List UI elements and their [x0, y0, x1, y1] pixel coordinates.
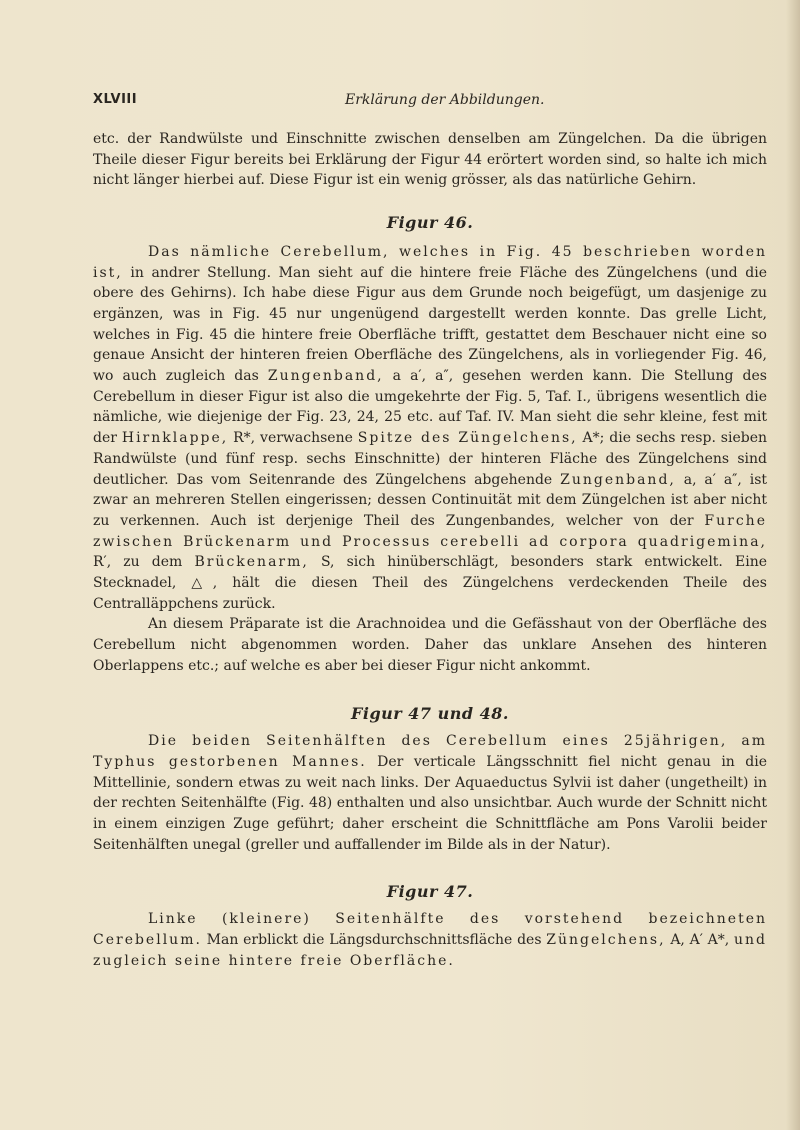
figure-47-48-heading: Figur 47 und 48. — [351, 703, 509, 723]
figure-47-paragraph — [93, 909, 767, 971]
figure-46-paragraph-1 — [93, 242, 767, 615]
text-run: A*; die sechs resp. sieben Randwülste (und fünf resp. sechs Einschnitte) der hinteren Fläche des Züngelchens sind deutlicher. Das vom Seitenrande des Züngelchens abgehende — [93, 430, 768, 488]
spaced-term-spitze: Spitze des Züngelchens, — [357, 430, 578, 447]
spaced-term-zungenband-2: Zungenband, — [560, 471, 676, 488]
spaced-phrase-end: und zugleich seine hintere freie Oberfläche. — [93, 931, 767, 969]
intro-paragraph: etc. der Randwülste und Einschnitte zwischen denselben am Züngelchen. Da die übrigen Theile dieser Figur bereits bei Erklärung der Figur 44 erörtert worden sind, so halte ich mich nicht länger hierbei auf. Diese Figur ist ein wenig grösser, als das natürliche Gehirn. — [93, 131, 767, 189]
spaced-term-furche: Furche zwischen Brückenarm und Processus cerebelli ad corpora quadrigemina, — [93, 512, 767, 550]
running-title: Erklärung der Abbildungen. — [345, 92, 545, 108]
text-run: a, a′ a″, ist zwar an mehreren Stellen eingerissen; dessen Continuität mit dem Züngelchen ist aber nicht zu verkennen. Auch ist derjenige Theil des Zungenbandes, welcher von der — [93, 471, 768, 529]
spaced-term-zungenband: Zungenband, — [267, 368, 384, 385]
page-header — [93, 92, 713, 112]
figure-47-48-paragraph — [93, 731, 767, 855]
figure-47-heading: Figur 47. — [386, 881, 474, 901]
spaced-term-hirnklappe: Hirnklappe, — [121, 430, 229, 447]
text-run: R*, verwachsene — [228, 430, 358, 447]
spaced-phrase: Die beiden Seitenhälften des Cerebellum eines 25jährigen, am Typhus gestorbenen Mannes. — [93, 733, 767, 770]
body-text — [93, 129, 767, 971]
spaced-term-brueckenarm: Brückenarm, — [194, 554, 309, 571]
spaced-term-zuengelchens: Züngelchens, — [546, 931, 666, 948]
text-run: Man erblickt die Längsdurchschnittsfläche des — [201, 931, 547, 948]
figure-46-heading: Figur 46. — [386, 213, 474, 233]
text-run: S, sich hinüberschlägt, besonders stark entwickelt. Eine Stecknadel, △, hält die diesen Theil des Züngelchens verdeckenden Theile des Centralläppchens zurück. — [93, 554, 768, 612]
text-run: A, A′ A*, — [665, 931, 734, 948]
spaced-phrase: Linke (kleinere) Seitenhälfte des vorstehend bezeichneten Cerebellum. — [93, 911, 767, 948]
spaced-phrase: Das nämliche Cerebellum, welches in Fig. 45 beschrieben worden ist, — [93, 243, 767, 281]
text-run: a a′, a″, gesehen werden kann. Die Stellung des Cerebellum in dieser Figur ist also die umgekehrte der Fig. 5, Taf. I., übrigens wesentlich die nämliche, wie diejenige der Fig. 23, 24, 25 etc. auf Taf. IV. Man sieht die sehr kleine, fest mit der — [93, 368, 767, 447]
figure-46-paragraph-2: An diesem Präparate ist die Arachnoidea und die Gefässhaut von der Oberfläche des Cerebellum nicht abgenommen worden. Daher das unklare Ansehen des hinteren Oberlappens etc.; auf welche es aber bei dieser Figur nicht ankommt. — [93, 616, 767, 674]
text-run: Der verticale Längsschnitt fiel nicht genau in die Mittellinie, sondern etwas zu weit nach links. Der Aquaeductus Sylvii ist daher (ungetheilt) in der rechten Seitenhälfte (Fig. 48) enthalten und also unsichtbar. Auch wurde der Schnitt nicht in einem einzigen Zuge geführt; daher erscheint die Schnittfläche am Pons Varolii beider Seitenhälften unegal (greller und auffallender im Bilde als in der Natur). — [93, 753, 767, 853]
page-number: XLVIII — [93, 92, 138, 107]
text-run: R′, zu dem — [93, 554, 195, 571]
text-run: in andrer Stellung. Man sieht auf die hintere freie Fläche des Züngelchens (und die obere des Gehirns). Ich habe diese Figur aus dem Grunde noch beigefügt, um dasjenige zu ergänzen, was in Fig. 45 nur ungenügend dargestellt werden konnte. Das grelle Licht, welches in Fig. 45 die hintere freie Oberfläche trifft, gestattet dem Beschauer nicht eine so genaue Ansicht der hinteren freien Oberfläche des Züngelchens, als in vorliegender Fig. 46, wo auch zugleich das — [93, 264, 767, 385]
